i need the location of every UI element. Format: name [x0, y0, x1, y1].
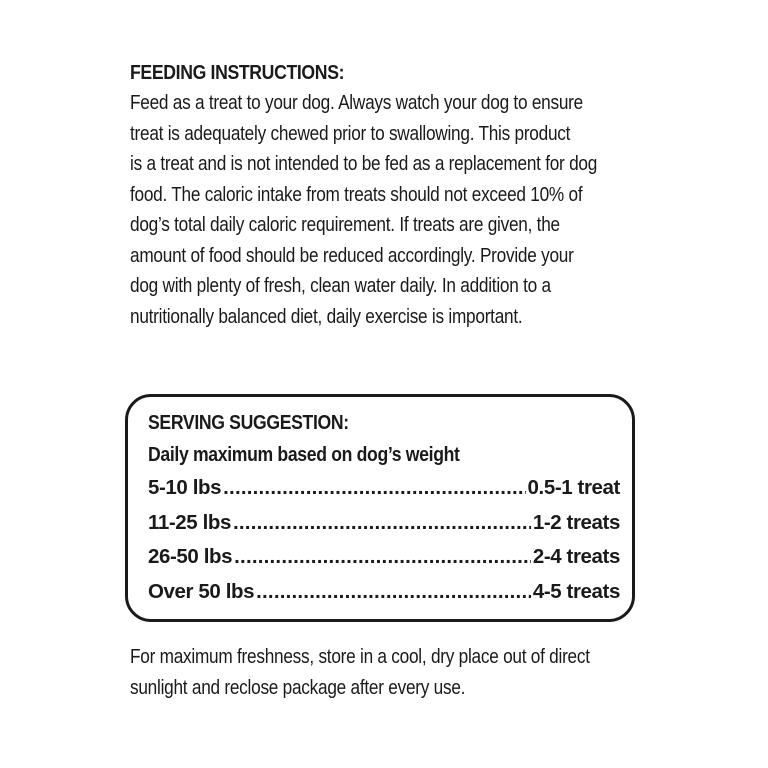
serving-weight: 11-25 lbs [148, 510, 232, 534]
serving-suggestion-content [148, 407, 620, 609]
serving-amount: 2-4 treats [532, 545, 620, 568]
serving-amount: 1-2 treats [532, 510, 620, 534]
serving-weight: Over 50 lbs [148, 579, 255, 603]
serving-suggestion-box [125, 394, 635, 622]
feeding-text-line: Feed as a treat to your dog. Always watch your dog to ensure [130, 91, 583, 114]
serving-row [148, 506, 620, 541]
serving-suggestion-subheading: Daily maximum based on dog’s weight [148, 443, 460, 466]
feeding-text-line: dog’s total daily caloric requirement. If treats are given, the [130, 213, 560, 236]
feeding-text-line: treat is adequately chewed prior to swallowing. This product [130, 121, 571, 145]
feeding-instructions-section [130, 58, 630, 332]
feeding-text-line: is a treat and is not intended to be fed as a replacement for dog [130, 152, 598, 175]
feeding-text-line: amount of food should be reduced accordingly. Provide your [130, 243, 574, 267]
serving-amount: 0.5-1 treat [527, 476, 620, 499]
feeding-text-line: nutritionally balanced diet, daily exercise is important. [130, 304, 523, 328]
feeding-text-line: dog with plenty of fresh, clean water daily. In addition to a [130, 274, 551, 297]
dot-leader [234, 540, 531, 575]
feeding-instructions-heading: FEEDING INSTRUCTIONS: [130, 61, 345, 84]
serving-amount: 4-5 treats [532, 579, 620, 603]
serving-weight: 5-10 lbs [148, 476, 222, 499]
dot-leader [223, 471, 525, 506]
storage-text-line: sunlight and reclose package after every use. [130, 675, 466, 699]
serving-weight: 26-50 lbs [148, 545, 233, 568]
serving-row [148, 540, 620, 575]
storage-instructions [130, 642, 630, 703]
dot-leader [233, 506, 531, 541]
dot-leader [256, 575, 531, 610]
serving-row [148, 575, 620, 610]
serving-suggestion-heading: SERVING SUGGESTION: [148, 411, 349, 434]
feeding-text-line: food. The caloric intake from treats should not exceed 10% of [130, 182, 583, 206]
storage-text-line: For maximum freshness, store in a cool, dry place out of direct [130, 645, 590, 668]
serving-row [148, 471, 620, 506]
